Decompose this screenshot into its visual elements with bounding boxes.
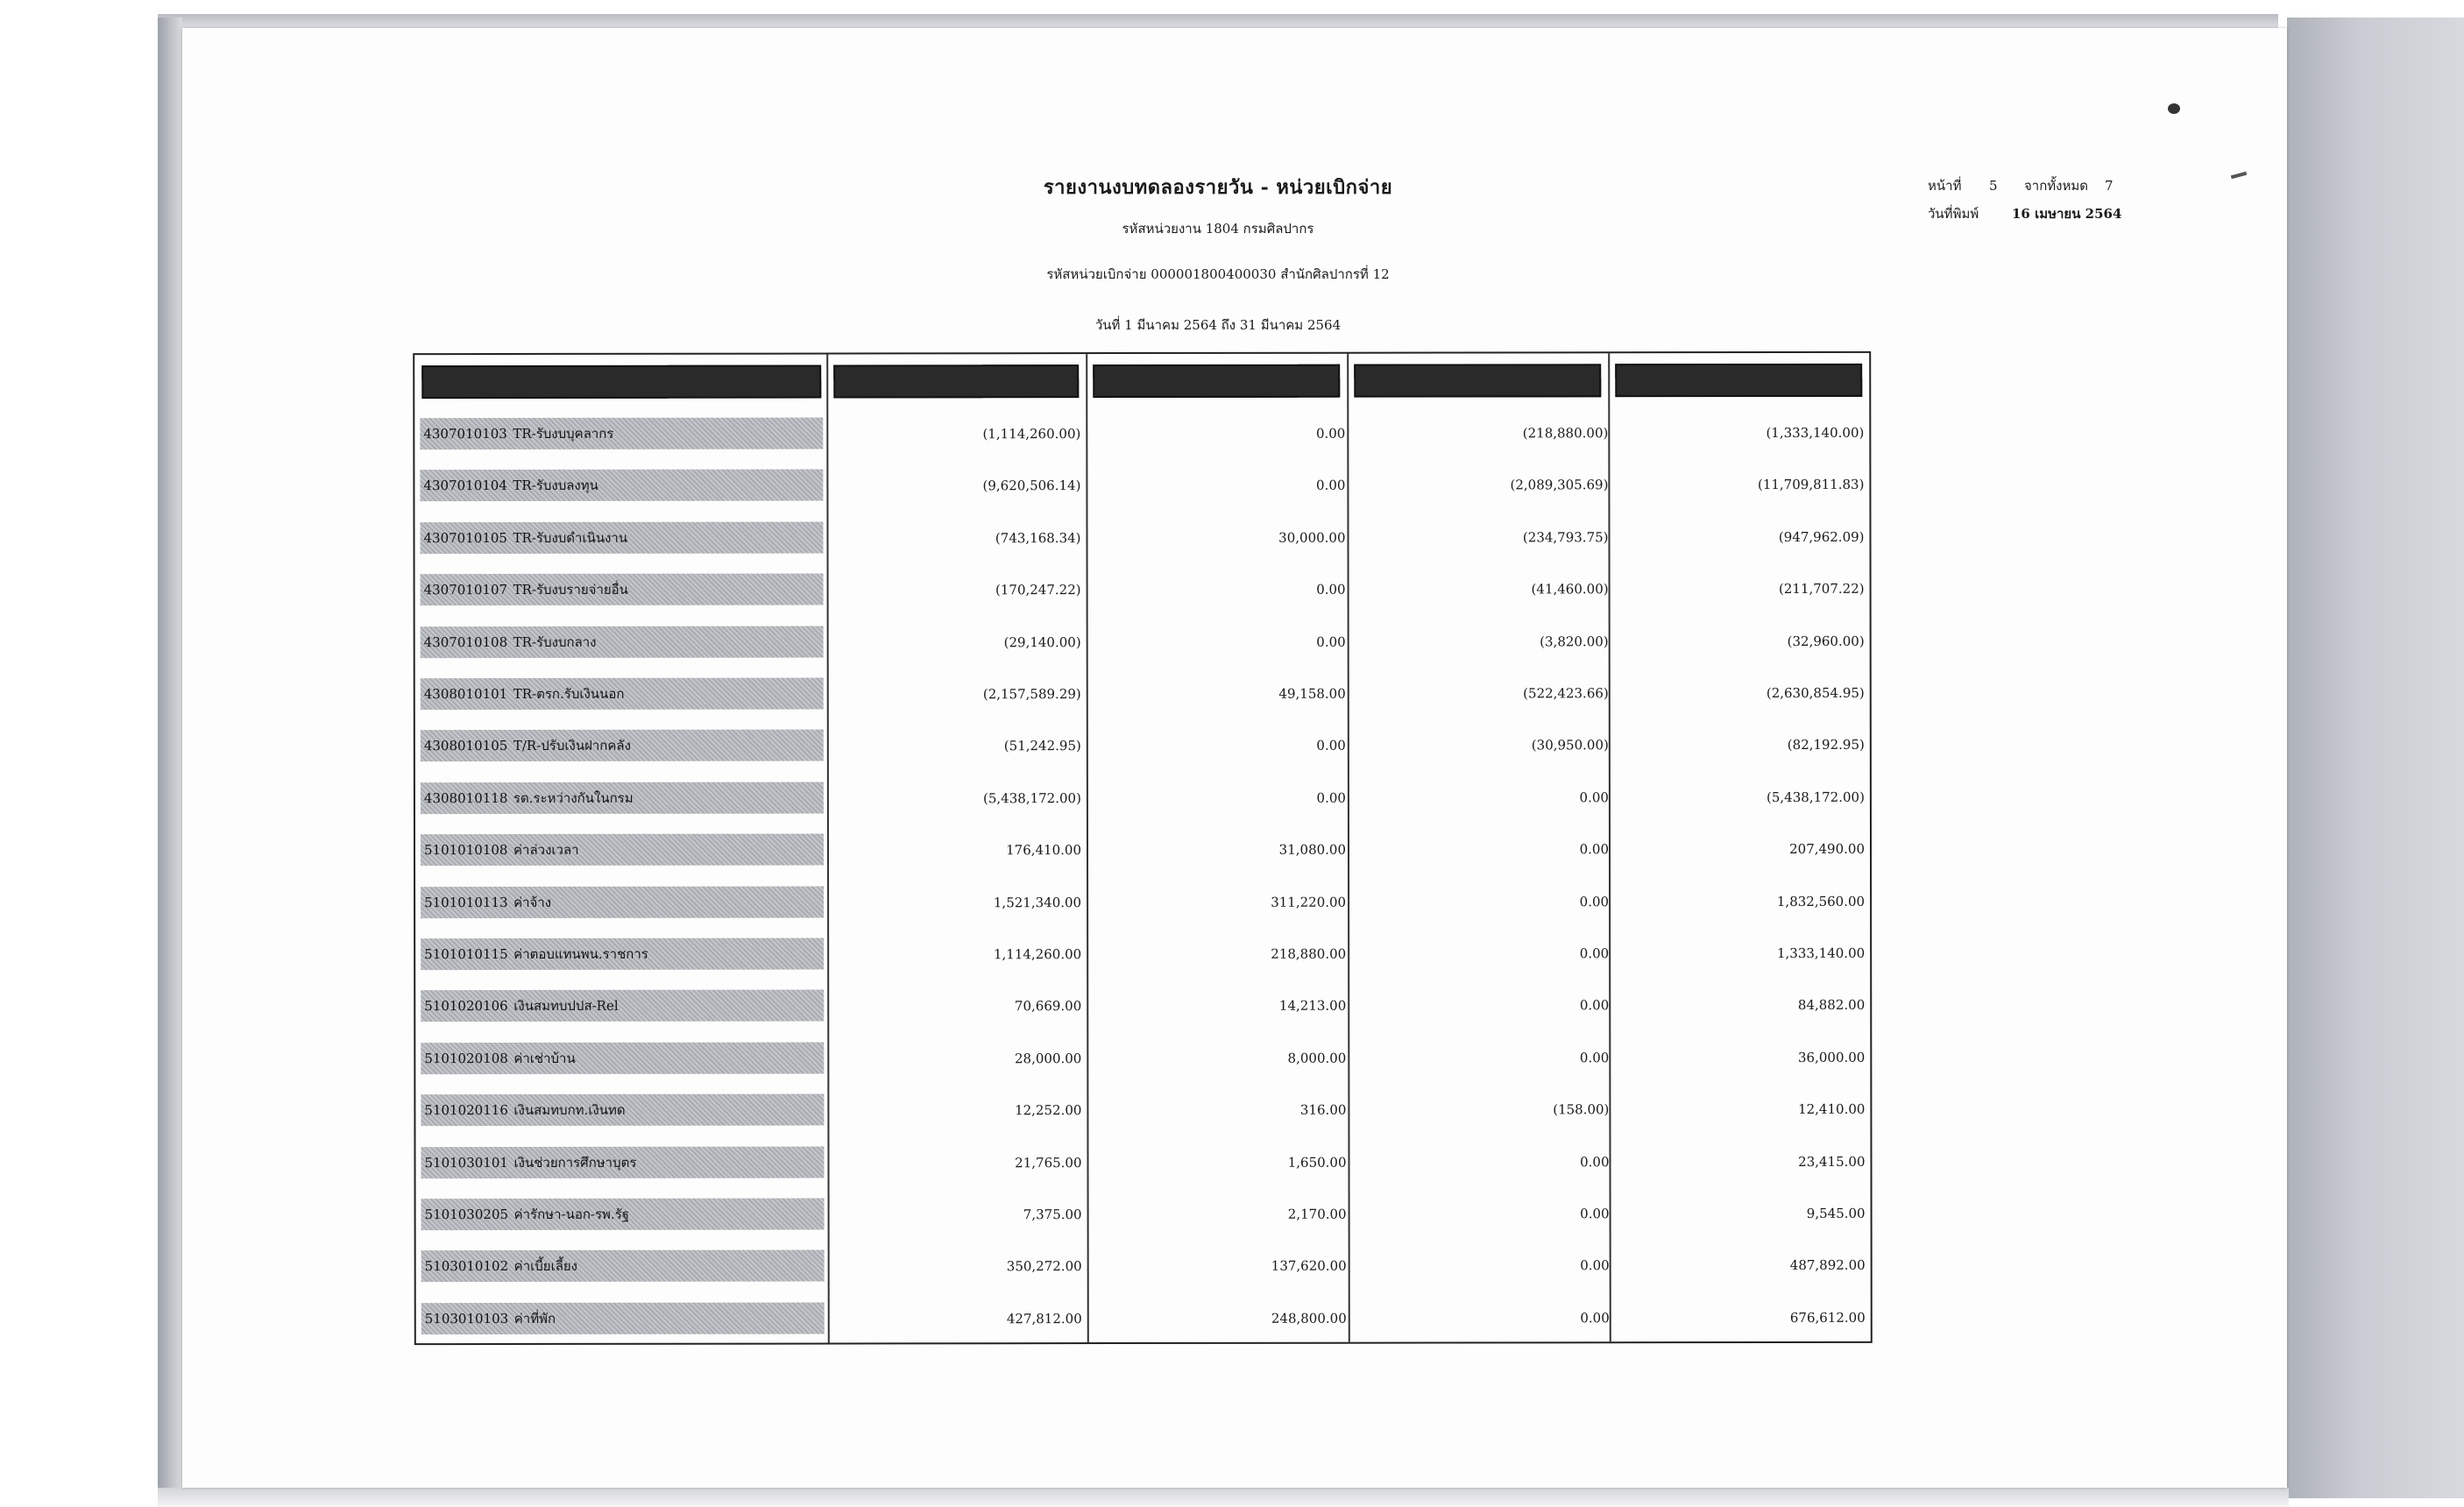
header-debit <box>1093 364 1340 398</box>
account-name: T/R-ปรับเงินฝากคลัง <box>513 738 631 754</box>
table-row <box>415 985 1870 1039</box>
account-name: ค่าจ้าง <box>513 894 552 910</box>
credit-cell: (2,089,305.69) <box>1510 477 1609 493</box>
opening-balance-cell: (29,140.00) <box>1003 633 1081 650</box>
debit-cell: 311,220.00 <box>1271 894 1347 910</box>
header-credit <box>1354 364 1601 397</box>
debit-cell: 0.00 <box>1316 581 1346 598</box>
account-cell <box>421 1042 824 1074</box>
table-row <box>414 464 1869 519</box>
opening-balance-cell: (51,242.95) <box>1003 738 1081 754</box>
disbursement-unit-line: รหัสหน่วยเบิกจ่าย 000001800400030 สำนักศิลปากรที่ 12 <box>1046 266 1390 282</box>
closing-balance-cell: 207,490.00 <box>1789 841 1866 858</box>
debit-cell: 30,000.00 <box>1278 529 1346 546</box>
header-opening-balance <box>833 364 1079 398</box>
account-cell <box>421 834 824 867</box>
opening-balance-cell: 1,114,260.00 <box>993 946 1082 963</box>
account-cell <box>421 1146 824 1178</box>
table-row <box>416 1193 1871 1248</box>
debit-cell: 248,800.00 <box>1271 1310 1347 1327</box>
debit-cell: 31,080.00 <box>1278 841 1347 858</box>
credit-cell: (30,950.00) <box>1531 737 1609 754</box>
print-date: 16 เมษายน 2564 <box>2012 206 2122 222</box>
closing-balance-cell: 36,000.00 <box>1797 1049 1866 1065</box>
opening-balance-cell: 7,375.00 <box>1023 1206 1082 1223</box>
closing-balance-cell: (2,630,854.95) <box>1766 684 1865 702</box>
header-closing-balance <box>1615 364 1862 397</box>
header-account <box>421 365 821 400</box>
table-row <box>415 1037 1870 1092</box>
account-cell <box>421 782 824 814</box>
table-row <box>415 881 1870 935</box>
credit-cell: 0.00 <box>1579 945 1610 962</box>
credit-cell: (522,423.66) <box>1523 685 1609 702</box>
credit-cell: (218,880.00) <box>1522 425 1609 442</box>
report-header <box>920 172 1516 336</box>
debit-cell: 218,880.00 <box>1271 945 1347 962</box>
table-row <box>415 829 1870 883</box>
debit-cell: 0.00 <box>1316 633 1346 650</box>
closing-balance-cell: 676,612.00 <box>1789 1309 1866 1326</box>
account-name: TR-รับงบลงทุน <box>513 478 598 494</box>
account-code: 4307010105 <box>423 529 507 546</box>
debit-cell: 14,213.00 <box>1278 998 1347 1015</box>
account-code: 5103010103 <box>424 1310 509 1327</box>
account-name: เงินสมทบปปส-Rel <box>513 998 619 1015</box>
total-label: จากทั้งหมด <box>2024 178 2089 194</box>
account-name: เงินช่วยการศึกษาบุตร <box>513 1154 637 1171</box>
scan-border-right <box>2287 18 2464 1498</box>
page-label: หน้าที่ <box>1928 178 1962 194</box>
account-name: เงินสมทบกท.เงินทด <box>513 1102 626 1119</box>
account-name: ค่าเบี้ยเลี้ยง <box>513 1258 578 1275</box>
debit-cell: 0.00 <box>1315 425 1346 442</box>
account-cell <box>421 574 824 606</box>
credit-cell: 0.00 <box>1580 1310 1610 1327</box>
trial-balance-table <box>413 351 1873 1345</box>
credit-cell: 0.00 <box>1579 1050 1610 1066</box>
account-cell <box>421 938 824 971</box>
account-code: 5101010113 <box>424 894 508 910</box>
table-row <box>414 517 1869 571</box>
opening-balance-cell: 427,812.00 <box>1006 1310 1082 1327</box>
account-code: 5101010108 <box>423 842 508 859</box>
account-code: 4307010107 <box>423 582 508 598</box>
account-code: 4307010103 <box>423 426 507 442</box>
closing-balance-cell: 23,415.00 <box>1798 1153 1866 1170</box>
closing-balance-cell: 1,832,560.00 <box>1776 893 1866 909</box>
debit-cell: 0.00 <box>1316 789 1346 806</box>
closing-balance-cell: 487,892.00 <box>1789 1257 1866 1274</box>
scan-speck <box>2168 103 2180 114</box>
scan-border-left <box>158 18 182 1498</box>
closing-balance-cell: 12,410.00 <box>1798 1101 1866 1118</box>
account-name: รด.ระหว่างกันในกรม <box>513 789 634 806</box>
account-cell <box>421 626 824 658</box>
closing-balance-cell: (5,438,172.00) <box>1767 789 1865 805</box>
table-row <box>415 725 1870 779</box>
table-body <box>414 413 1869 1327</box>
credit-cell: 0.00 <box>1580 1153 1610 1170</box>
closing-balance-cell: 84,882.00 <box>1797 997 1866 1014</box>
account-cell <box>421 990 824 1022</box>
credit-cell: 0.00 <box>1579 841 1610 858</box>
closing-balance-cell: 1,333,140.00 <box>1776 945 1866 961</box>
closing-balance-cell: (211,707.22) <box>1778 581 1865 598</box>
table-row <box>415 933 1870 987</box>
account-code: 5101020116 <box>424 1102 508 1119</box>
agency-line: รหัสหน่วยงาน 1804 กรมศิลปากร <box>1122 221 1314 237</box>
opening-balance-cell: 12,252.00 <box>1015 1102 1082 1119</box>
closing-balance-cell: (947,962.09) <box>1778 528 1865 545</box>
opening-balance-cell: (5,438,172.00) <box>983 789 1081 807</box>
account-name: ค่ารักษา-นอก-รพ.รัฐ <box>513 1206 630 1223</box>
account-cell <box>420 521 823 554</box>
account-name: ค่าที่พัก <box>513 1310 556 1327</box>
account-code: 4308010101 <box>423 686 508 703</box>
table-row <box>415 777 1870 831</box>
account-code: 5101020106 <box>424 998 508 1015</box>
debit-cell: 316.00 <box>1299 1101 1347 1118</box>
opening-balance-cell: 28,000.00 <box>1014 1050 1082 1067</box>
opening-balance-cell: 70,669.00 <box>1014 998 1082 1015</box>
date-range-line: วันที่ 1 มีนาคม 2564 ถึง 31 มีนาคม 2564 <box>1094 317 1342 333</box>
table-row <box>414 413 1869 467</box>
page-meta <box>1928 172 2121 228</box>
account-code: 5101030101 <box>424 1154 508 1171</box>
account-code: 5101030205 <box>424 1206 509 1223</box>
opening-balance-cell: 1,521,340.00 <box>993 894 1082 910</box>
opening-balance-cell: (1,114,260.00) <box>982 426 1081 442</box>
closing-balance-cell: (82,192.95) <box>1787 737 1865 754</box>
credit-cell: 0.00 <box>1580 1206 1610 1222</box>
opening-balance-cell: (170,247.22) <box>995 582 1081 598</box>
debit-cell: 0.00 <box>1316 738 1346 754</box>
account-code: 5103010102 <box>424 1258 509 1275</box>
account-cell <box>421 1094 824 1127</box>
credit-cell: (158.00) <box>1553 1101 1610 1118</box>
scan-border-bottom <box>158 1488 2289 1507</box>
report-title: รายงานงบทดลองรายวัน - หน่วยเบิกจ่าย <box>1043 176 1393 199</box>
table-row <box>415 620 1870 675</box>
account-cell <box>421 886 824 918</box>
account-cell <box>421 1250 825 1283</box>
credit-cell: 0.00 <box>1579 893 1610 909</box>
table-row <box>415 569 1870 623</box>
account-name: ค่าตอบแทนพน.ราชการ <box>513 945 648 963</box>
account-cell <box>421 678 824 711</box>
account-code: 5101010115 <box>424 946 508 963</box>
closing-balance-cell: 9,545.00 <box>1806 1205 1866 1221</box>
opening-balance-cell: (2,157,589.29) <box>982 686 1081 703</box>
opening-balance-cell: 176,410.00 <box>1006 842 1082 859</box>
table-row <box>416 1245 1871 1299</box>
account-code: 4307010104 <box>423 478 507 494</box>
page-number: 5 <box>1989 178 1998 194</box>
opening-balance-cell: 350,272.00 <box>1006 1258 1082 1275</box>
debit-cell: 8,000.00 <box>1287 1050 1347 1066</box>
opening-balance-cell: (9,620,506.14) <box>982 478 1081 494</box>
credit-cell: (41,460.00) <box>1531 581 1609 598</box>
credit-cell: (234,793.75) <box>1522 529 1609 546</box>
closing-balance-cell: (1,333,140.00) <box>1766 424 1865 442</box>
debit-cell: 137,620.00 <box>1271 1258 1347 1275</box>
account-name: TR-รับงบบุคลากร <box>513 425 614 442</box>
debit-cell: 2,170.00 <box>1287 1206 1347 1222</box>
table-row <box>415 1141 1870 1195</box>
total-pages: 7 <box>2105 178 2114 194</box>
credit-cell: 0.00 <box>1580 1257 1610 1274</box>
account-cell <box>421 1302 825 1334</box>
account-cell <box>420 470 823 502</box>
account-cell <box>421 1199 825 1231</box>
account-name: TR-รับงบกลาง <box>513 633 597 650</box>
account-code: 5101020108 <box>424 1050 508 1066</box>
table-row <box>415 1089 1870 1143</box>
account-name: TR-รับงบรายจ่ายอื่น <box>513 582 628 598</box>
credit-cell: (3,820.00) <box>1540 633 1609 649</box>
closing-balance-cell: (11,709,811.83) <box>1757 477 1865 493</box>
table-row <box>415 673 1870 727</box>
account-name: ค่าล่วงเวลา <box>513 842 579 859</box>
debit-cell: 0.00 <box>1316 478 1346 494</box>
closing-balance-cell: (32,960.00) <box>1787 633 1865 649</box>
account-cell <box>420 418 823 450</box>
credit-cell: 0.00 <box>1579 997 1610 1014</box>
table-row <box>416 1298 1871 1352</box>
account-code: 4308010105 <box>423 738 508 754</box>
account-code: 4308010118 <box>423 789 508 806</box>
credit-cell: 0.00 <box>1579 789 1609 806</box>
account-cell <box>421 730 824 762</box>
opening-balance-cell: 21,765.00 <box>1015 1154 1082 1171</box>
account-name: TR-ตรก.รับเงินนอก <box>513 685 625 703</box>
account-code: 4307010108 <box>423 633 508 650</box>
account-name: TR-รับงบดำเนินงาน <box>513 529 628 546</box>
debit-cell: 1,650.00 <box>1287 1154 1347 1171</box>
account-name: ค่าเช่าบ้าน <box>513 1050 576 1066</box>
print-date-label: วันที่พิมพ์ <box>1928 206 1979 222</box>
debit-cell: 49,158.00 <box>1278 685 1346 702</box>
opening-balance-cell: (743,168.34) <box>995 529 1081 547</box>
